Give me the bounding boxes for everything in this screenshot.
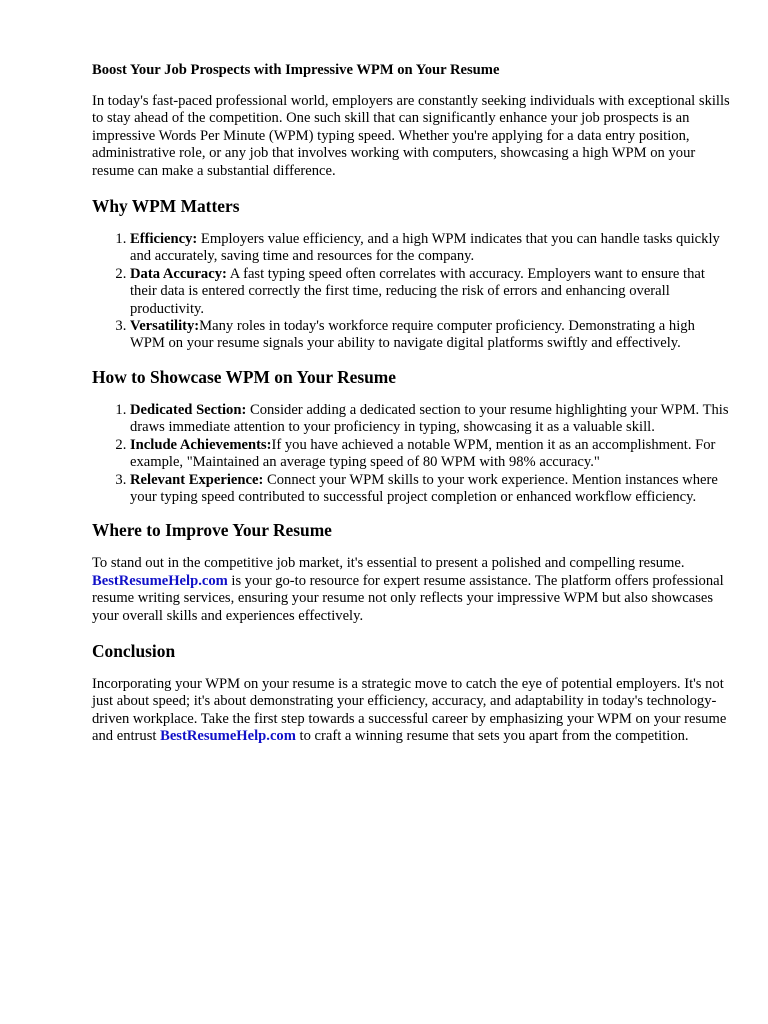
list-item-term: Efficiency: (130, 231, 198, 248)
how-to-showcase-list (92, 402, 732, 506)
list-item-text: Connect your WPM skills to your work experience. Mention instances where your typing speed contributed to successful project completion or enhanced workflow efficiency. (130, 471, 718, 505)
bestresumehelp-link[interactable]: BestResumeHelp.com (92, 572, 228, 589)
list-item-term: Relevant Experience: (130, 471, 264, 488)
why-wpm-list (92, 231, 732, 353)
list-item (130, 318, 732, 353)
paragraph-text: to craft a winning resume that sets you apart from the competition. (295, 728, 689, 745)
list-item-text: Employers value efficiency, and a high WPM indicates that you can handle tasks quickly and accurately, saving time and resources for the company. (130, 231, 720, 265)
list-item-text: Consider adding a dedicated section to your resume highlighting your WPM. This draws immediate attention to your proficiency in typing, showcasing it as a valuable skill. (130, 401, 729, 436)
document-page (92, 61, 732, 762)
paragraph-text: To stand out in the competitive job market, it's essential to present a polished and compelling resume. (92, 555, 685, 572)
list-item (130, 231, 732, 266)
where-to-improve-paragraph (92, 555, 732, 625)
list-item-term: Data Accuracy: (130, 265, 227, 282)
list-item (130, 266, 732, 318)
conclusion-heading: Conclusion (92, 640, 176, 661)
why-wpm-heading: Why WPM Matters (92, 196, 240, 217)
where-to-improve-heading: Where to Improve Your Resume (92, 520, 332, 541)
list-item (130, 472, 732, 507)
list-item-text: A fast typing speed often correlates with accuracy. Employers want to ensure that their data is entered correctly the first time, reducing the risk of errors and enhancing overall productivity. (130, 265, 705, 317)
bestresumehelp-link[interactable]: BestResumeHelp.com (160, 728, 296, 745)
list-item-text: Many roles in today's workforce require computer proficiency. Demonstrating a high WPM on your resume signals your ability to navigate digital platforms swiftly and effectively. (130, 318, 695, 352)
list-item-term: Dedicated Section: (130, 401, 247, 418)
list-item-term: Include Achievements: (130, 436, 272, 453)
list-item (130, 437, 732, 472)
list-item-term: Versatility: (130, 318, 200, 335)
list-item (130, 402, 732, 437)
intro-paragraph: In today's fast-paced professional world, employers are constantly seeking individuals with exceptional skills to stay ahead of the competition. One such skill that can significantly enhance your job prospects is an impressive Words Per Minute (WPM) typing speed. Whether you're applying for a data entry position, administrative role, or any job that involves working with computers, showcasing a high WPM on your resume can make a substantial difference. (92, 93, 730, 179)
paragraph-text: is your go-to resource for expert resume assistance. The platform offers professional resume writing services, ensuring your resume not only reflects your impressive WPM but also showcases your overall skills and experiences effectively. (92, 572, 724, 624)
paragraph-text: Incorporating your WPM on your resume is a strategic move to catch the eye of potential employers. It's not just about speed; it's about demonstrating your efficiency, accuracy, and adaptability in today's technology-driven workplace. Take the first step towards a successful career by emphasizing your WPM on your resume and entrust (92, 675, 727, 745)
list-item-text: If you have achieved a notable WPM, mention it as an accomplishment. For example, "Maintained an average typing speed of 80 WPM with 98% accuracy." (130, 436, 716, 471)
document-title: Boost Your Job Prospects with Impressive WPM on Your Resume (92, 62, 500, 78)
how-to-showcase-heading: How to Showcase WPM on Your Resume (92, 366, 397, 387)
conclusion-paragraph (92, 676, 732, 746)
